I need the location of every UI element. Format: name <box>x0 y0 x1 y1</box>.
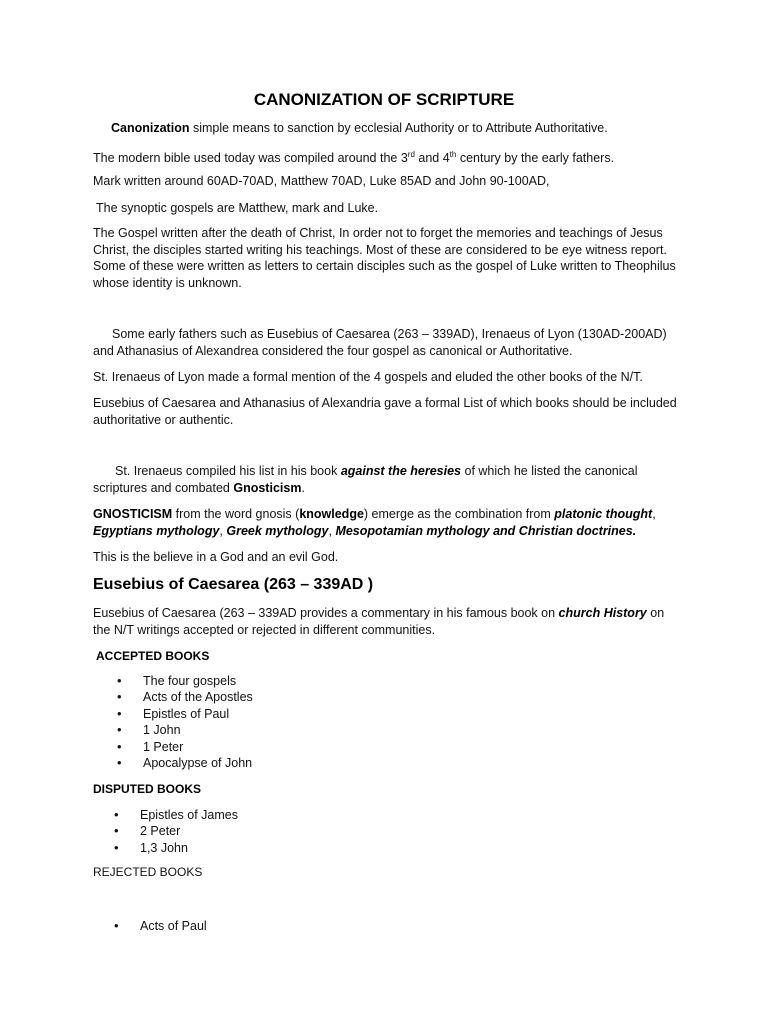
paragraph-modern-bible: The modern bible used today was compiled around the 3rd and 4th century by the early fathers. <box>93 150 615 166</box>
term-canonization: Canonization <box>111 121 190 135</box>
list-item: • Epistles of James <box>114 807 238 823</box>
rejected-books-list <box>114 918 207 934</box>
book-church-history: church History <box>558 606 647 620</box>
paragraph-gnosticism-definition: GNOSTICISM from the word gnosis (knowledge) emerge as the combination from platonic thought, Egyptians mythology, Greek mythology, Mesopotamian mythology and Christian doctrines. <box>93 507 656 538</box>
list-item: • Acts of Paul <box>114 918 207 934</box>
paragraph-early-fathers: Some early fathers such as Eusebius of Caesarea (263 – 339AD), Irenaeus of Lyon (130AD-200AD) and Athanasius of Alexandrea considered the four gospel as canonical or Authoritative. <box>93 327 667 358</box>
paragraph-gospel-dates: Mark written around 60AD-70AD, Matthew 70AD, Luke 85AD and John 90-100AD, <box>93 174 550 188</box>
term-gnosticism: Gnosticism <box>233 480 302 495</box>
term-gnosticism-caps: GNOSTICISM <box>93 507 173 521</box>
rejected-books-label: REJECTED BOOKS <box>93 865 203 879</box>
section-heading-eusebius: Eusebius of Caesarea (263 – 339AD ) <box>93 576 374 593</box>
paragraph-canonization-definition: Canonization simple means to sanction by ecclesial Authority or to Attribute Authoritative. <box>111 121 608 135</box>
book-against-heresies: against the heresies <box>340 464 462 478</box>
page-title: CANONIZATION OF SCRIPTURE <box>253 90 515 109</box>
list-item: • 2 Peter <box>114 823 238 839</box>
list-item: • Epistles of Paul <box>117 706 253 722</box>
list-item: • 1 John <box>117 722 253 738</box>
list-item: • Apocalypse of John <box>117 755 253 771</box>
paragraph-irenaeus-list: St. Irenaeus compiled his list in his book against the heresies of which he listed the canonical scriptures and combated Gnosticism. <box>93 464 638 495</box>
paragraph-gospel-origin: The Gospel written after the death of Christ, In order not to forget the memories and teachings of Jesus Christ, the disciples started writing his teachings. Most of these are considered to be eye witness report. Some of these were written as letters to certain disciples such as the gospel of Luke written to Theophilus whose identity is unknown. <box>93 226 676 290</box>
list-item: • Acts of the Apostles <box>117 689 253 705</box>
disputed-books-list <box>114 807 238 856</box>
paragraph-synoptic-gospels: The synoptic gospels are Matthew, mark and Luke. <box>96 201 379 215</box>
list-item: • 1 Peter <box>117 739 253 755</box>
accepted-books-label: ACCEPTED BOOKS <box>96 649 210 663</box>
disputed-books-label: DISPUTED BOOKS <box>93 782 202 796</box>
paragraph-formal-list: Eusebius of Caesarea and Athanasius of Alexandria gave a formal List of which books should be included authoritative or authentic. <box>93 396 677 427</box>
list-item: • The four gospels <box>117 673 253 689</box>
paragraph-irenaeus-mention: St. Irenaeus of Lyon made a formal mention of the 4 gospels and eluded the other books of the N/T. <box>93 370 643 384</box>
paragraph-god-belief: This is the believe in a God and an evil God. <box>93 550 339 564</box>
paragraph-church-history: Eusebius of Caesarea (263 – 339AD provides a commentary in his famous book on church History on the N/T writings accepted or rejected in different communities. <box>93 606 665 637</box>
list-item: • 1,3 John <box>114 840 238 856</box>
accepted-books-list <box>117 673 253 771</box>
